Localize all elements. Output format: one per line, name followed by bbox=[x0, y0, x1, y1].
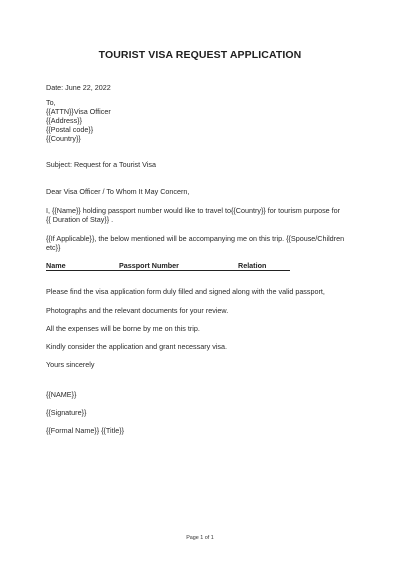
signature-formal-name-title: {{Formal Name}} {{Title}} bbox=[46, 426, 125, 435]
salutation: Dear Visa Officer / To Whom It May Concern, bbox=[46, 187, 190, 196]
address-line-attn: {{ATTN}}Visa Officer bbox=[46, 107, 111, 116]
address-line-address: {{Address}} bbox=[46, 116, 82, 125]
address-line-postal: {{Postal code}} bbox=[46, 125, 94, 134]
paragraph-documents: Please find the visa application form duly filled and signed along with the valid passport, bbox=[46, 287, 325, 296]
document-title: TOURIST VISA REQUEST APPLICATION bbox=[98, 49, 302, 61]
subject-line: Subject: Request for a Tourist Visa bbox=[46, 160, 157, 169]
paragraph-photographs: Photographs and the relevant documents for your review. bbox=[46, 306, 229, 315]
date-line: Date: June 22, 2022 bbox=[46, 83, 111, 92]
paragraph-expenses: All the expenses will be borne by me on this trip. bbox=[46, 324, 200, 333]
closing: Yours sincerely bbox=[46, 360, 95, 369]
paragraph-accompany-line2: etc}} bbox=[46, 243, 61, 252]
column-relation: Relation bbox=[238, 261, 267, 270]
address-line-country: {{Country}} bbox=[46, 134, 81, 143]
paragraph-travel-line2: {{ Duration of Stay}} . bbox=[46, 215, 114, 224]
paragraph-accompany-line1: {{If Applicable}}, the below mentioned will be accompanying me on this trip. {{Spouse/Children bbox=[46, 234, 345, 243]
column-passport-number: Passport Number bbox=[119, 261, 179, 270]
paragraph-request: Kindly consider the application and grant necessary visa. bbox=[46, 342, 227, 351]
signature-placeholder: {{Signature}} bbox=[46, 408, 87, 417]
to-label: To, bbox=[46, 98, 56, 107]
column-name: Name bbox=[46, 261, 66, 270]
page-indicator: Page 1 of 1 bbox=[186, 535, 214, 541]
paragraph-travel-line1: I, {{Name}} holding passport number would like to travel to{{Country}} for tourism purpose for bbox=[46, 206, 341, 215]
signature-name: {{NAME}} bbox=[46, 390, 77, 399]
companions-table-header bbox=[46, 261, 290, 271]
